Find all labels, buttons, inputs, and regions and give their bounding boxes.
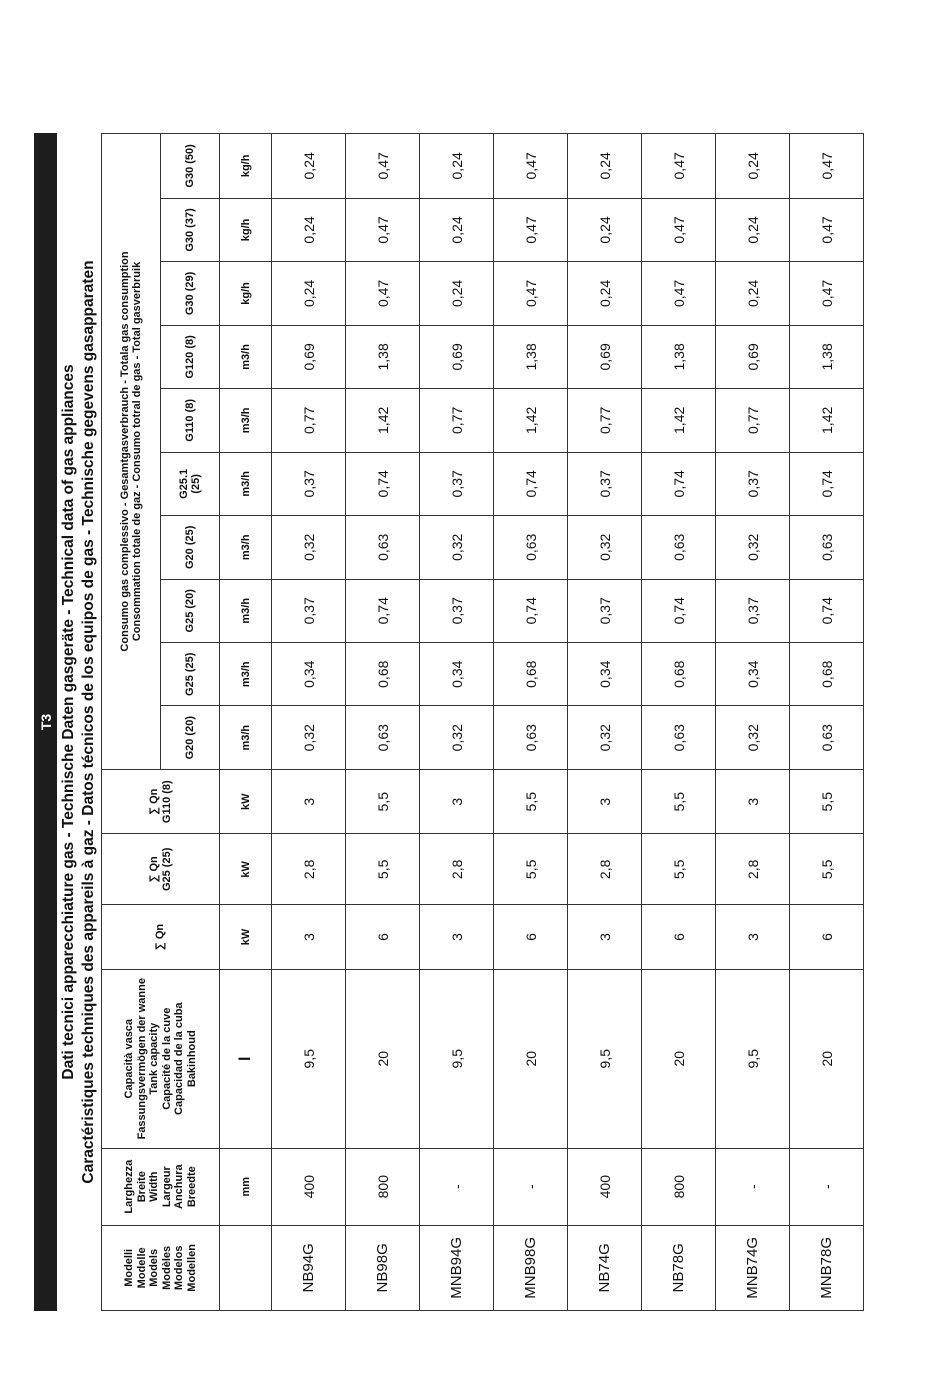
gas-cell: 0,63 [494, 706, 568, 769]
gas-cell: 0,74 [494, 579, 568, 642]
header-line: Anchura [173, 1164, 185, 1209]
header-line: G20 (25) [183, 525, 196, 570]
header-line: Capacité de la cuve [160, 1007, 173, 1110]
header-line: Width [148, 1171, 160, 1202]
gas-cell: 1,38 [494, 325, 568, 388]
unit-gas: m3/h [220, 643, 272, 706]
unit-gas: m3/h [220, 706, 272, 769]
header-line: G120 (8) [183, 335, 196, 379]
power-cell: 3 [272, 905, 346, 970]
gas-cell: 0,63 [642, 516, 716, 579]
table-row [420, 134, 494, 1311]
power-cell: 5,5 [346, 769, 420, 834]
power-cell: 6 [494, 905, 568, 970]
gas-cell: 0,24 [716, 134, 790, 199]
gas-cell: 0,63 [346, 516, 420, 579]
gas-cell: 1,38 [790, 325, 864, 388]
power-cell: 6 [790, 905, 864, 970]
gas-cell: 0,37 [272, 452, 346, 515]
model-cell: MNB78G [790, 1225, 864, 1310]
header-line: Modellen [185, 1244, 198, 1292]
gas-cell: 0,77 [420, 389, 494, 452]
power-cell: 2,8 [420, 834, 494, 905]
power-cell: 5,5 [346, 834, 420, 905]
gas-cell: 0,47 [494, 262, 568, 325]
title-line-1: Dati tecnici apparecchiature gas - Technische Daten gasgeräte - Technical data of gas appliances [60, 364, 77, 1080]
table-row [716, 134, 790, 1311]
width-cell: - [790, 1148, 864, 1225]
header-line: Consommation totale de gaz - Consumo totral de gas - Total gasverbruik [131, 261, 143, 642]
model-cell: MNB74G [716, 1225, 790, 1310]
header-line: ∑ Qn [148, 788, 160, 815]
power-cell: 3 [716, 905, 790, 970]
header-line: G25 (25) [160, 847, 173, 892]
tank-cell: 9,5 [716, 969, 790, 1148]
header-gas-8 [161, 198, 220, 261]
gas-cell: 0,24 [272, 134, 346, 199]
header-line: G30 (50) [183, 144, 196, 188]
width-cell: - [716, 1148, 790, 1225]
gas-cell: 0,32 [716, 706, 790, 769]
header-sum-qn-g25 [102, 834, 220, 905]
header-line: Largeur [160, 1166, 173, 1208]
gas-cell: 0,47 [494, 198, 568, 261]
width-cell: - [494, 1148, 568, 1225]
unit-gas: kg/h [220, 262, 272, 325]
header-gas-3 [161, 516, 220, 579]
tank-cell: 20 [346, 969, 420, 1148]
rotated-table-page [34, 133, 872, 1311]
gas-cell: 0,68 [494, 643, 568, 706]
gas-cell: 0,24 [420, 262, 494, 325]
gas-cell: 1,38 [642, 325, 716, 388]
header-gas-6 [161, 325, 220, 388]
model-cell: NB74G [568, 1225, 642, 1310]
header-gas-7 [161, 262, 220, 325]
gas-cell: 0,74 [642, 579, 716, 642]
model-cell: NB78G [642, 1225, 716, 1310]
power-cell: 5,5 [494, 834, 568, 905]
header-line: Models [148, 1248, 160, 1287]
gas-cell: 0,32 [420, 516, 494, 579]
header-line: Tank capacity [148, 1022, 160, 1095]
title-line-2: Caractéristiques techniques des appareils à gaz - Datos técnicos de los equipos de gas - Technische gegevens gasapparaten [80, 260, 97, 1184]
gas-cell: 0,77 [272, 389, 346, 452]
power-cell: 5,5 [642, 834, 716, 905]
gas-cell: 0,24 [568, 198, 642, 261]
gas-cell: 0,24 [420, 134, 494, 199]
power-cell: 5,5 [790, 769, 864, 834]
gas-cell: 1,42 [642, 389, 716, 452]
header-line: G110 (8) [160, 780, 173, 824]
gas-cell: 0,24 [420, 198, 494, 261]
width-cell: 400 [272, 1148, 346, 1225]
gas-cell: 0,24 [272, 262, 346, 325]
gas-cell: 0,24 [716, 262, 790, 325]
gas-cell: 0,24 [716, 198, 790, 261]
header-line: Modelle [135, 1247, 148, 1289]
unit-gas: m3/h [220, 579, 272, 642]
header-line: Bakinhoud [185, 1030, 198, 1088]
tank-cell: 20 [642, 969, 716, 1148]
gas-cell: 0,47 [642, 134, 716, 199]
header-tank-capacity [102, 969, 220, 1148]
tank-cell: 9,5 [272, 969, 346, 1148]
header-line: G110 (8) [183, 398, 196, 442]
gas-cell: 0,63 [790, 706, 864, 769]
power-cell: 3 [420, 905, 494, 970]
header-line: G30 (29) [183, 271, 196, 316]
table-row [272, 134, 346, 1311]
header-line: Capacità vasca [123, 1018, 135, 1099]
width-cell: 800 [642, 1148, 716, 1225]
gas-cell: 0,34 [568, 643, 642, 706]
gas-cell: 0,32 [716, 516, 790, 579]
header-gas-1 [161, 643, 220, 706]
table-row [790, 134, 864, 1311]
unit-gas: m3/h [220, 452, 272, 515]
gas-cell: 0,34 [716, 643, 790, 706]
gas-cell: 0,32 [568, 706, 642, 769]
unit-model-blank [220, 1225, 272, 1310]
gas-cell: 0,34 [420, 643, 494, 706]
unit-power: kW [220, 769, 272, 834]
gas-cell: 0,37 [716, 579, 790, 642]
gas-cell: 0,74 [346, 579, 420, 642]
power-cell: 2,8 [272, 834, 346, 905]
gas-cell: 0,69 [716, 325, 790, 388]
model-cell: NB98G [346, 1225, 420, 1310]
width-cell: 400 [568, 1148, 642, 1225]
power-cell: 3 [272, 769, 346, 834]
gas-cell: 1,38 [346, 325, 420, 388]
gas-cell: 1,42 [790, 389, 864, 452]
gas-cell: 0,69 [568, 325, 642, 388]
gas-cell: 0,77 [716, 389, 790, 452]
power-cell: 2,8 [568, 834, 642, 905]
power-cell: 3 [716, 769, 790, 834]
tank-cell: 9,5 [568, 969, 642, 1148]
gas-cell: 0,32 [420, 706, 494, 769]
header-line: Capacidad de la cuba [173, 1002, 185, 1115]
tank-cell: 20 [494, 969, 568, 1148]
tank-cell: 9,5 [420, 969, 494, 1148]
header-line: Modelli [123, 1248, 135, 1287]
header-models [102, 1225, 220, 1310]
header-line: Consumo gas complessivo - Gesamtgasverbrauch - Totala gas consumption [118, 251, 131, 652]
gas-cell: 0,63 [494, 516, 568, 579]
gas-cell: 0,47 [346, 262, 420, 325]
power-cell: 2,8 [716, 834, 790, 905]
gas-cell: 0,47 [642, 198, 716, 261]
header-line: G30 (37) [183, 208, 196, 252]
header-line: Fassungsvermögen der wanne [135, 978, 148, 1140]
header-gas-0 [161, 706, 220, 769]
power-cell: 3 [420, 769, 494, 834]
gas-cell: 0,32 [568, 516, 642, 579]
header-line: G25 (25) [183, 652, 196, 696]
gas-cell: 0,37 [716, 452, 790, 515]
header-gas-5 [161, 389, 220, 452]
model-cell: NB94G [272, 1225, 346, 1310]
table-row [642, 134, 716, 1311]
gas-cell: 0,68 [790, 643, 864, 706]
unit-gas: m3/h [220, 325, 272, 388]
gas-cell: 0,63 [790, 516, 864, 579]
gas-cell: 0,74 [790, 579, 864, 642]
unit-gas: m3/h [220, 389, 272, 452]
model-cell: MNB94G [420, 1225, 494, 1310]
gas-cell: 0,47 [790, 134, 864, 199]
gas-cell: 0,74 [346, 452, 420, 515]
gas-cell: 0,74 [642, 452, 716, 515]
gas-cell: 0,47 [642, 262, 716, 325]
gas-cell: 0,24 [568, 134, 642, 199]
gas-cell: 0,34 [272, 643, 346, 706]
gas-cell: 0,47 [346, 134, 420, 199]
power-cell: 5,5 [790, 834, 864, 905]
unit-gas: kg/h [220, 198, 272, 261]
gas-cell: 0,63 [642, 706, 716, 769]
gas-cell: 0,24 [272, 198, 346, 261]
power-cell: 3 [568, 905, 642, 970]
gas-cell: 0,32 [272, 516, 346, 579]
power-cell: 5,5 [642, 769, 716, 834]
unit-gas: kg/h [220, 134, 272, 199]
tank-cell: 20 [790, 969, 864, 1148]
header-line: Breite [135, 1171, 148, 1203]
table-label: T3 [35, 134, 57, 1311]
gas-cell: 0,32 [272, 706, 346, 769]
header-line: (25) [190, 474, 202, 494]
power-cell: 6 [346, 905, 420, 970]
power-cell: 3 [568, 769, 642, 834]
gas-cell: 0,69 [272, 325, 346, 388]
gas-cell: 1,42 [494, 389, 568, 452]
header-width [102, 1148, 220, 1225]
header-gas-9 [161, 134, 220, 199]
power-cell: 6 [642, 905, 716, 970]
gas-cell: 0,77 [568, 389, 642, 452]
table-row [568, 134, 642, 1311]
gas-cell: 0,37 [420, 579, 494, 642]
gas-cell: 0,47 [346, 198, 420, 261]
header-line: ∑ Qn [148, 856, 160, 883]
width-cell: - [420, 1148, 494, 1225]
gas-cell: 0,68 [642, 643, 716, 706]
gas-cell: 0,47 [790, 198, 864, 261]
width-cell: 800 [346, 1148, 420, 1225]
gas-cell: 0,37 [568, 452, 642, 515]
gas-cell: 0,37 [568, 579, 642, 642]
header-line: G25 (20) [183, 589, 196, 633]
table-row [494, 134, 568, 1311]
unit-tank: l [220, 969, 272, 1148]
header-sum-qn: ∑ Qn [102, 905, 220, 970]
unit-width: mm [220, 1148, 272, 1225]
rotated-table-frame [34, 133, 872, 1311]
gas-cell: 0,37 [272, 579, 346, 642]
header-total-gas-consumption [102, 134, 161, 770]
gas-cell: 0,37 [420, 452, 494, 515]
gas-cell: 0,74 [494, 452, 568, 515]
header-line: Modelos [173, 1245, 185, 1291]
header-line: G25.1 [177, 468, 190, 499]
gas-cell: 1,42 [346, 389, 420, 452]
header-line: Larghezza [123, 1159, 135, 1214]
table-title [57, 134, 102, 1311]
header-line: Breedte [185, 1166, 198, 1208]
gas-cell: 0,68 [346, 643, 420, 706]
gas-data-table [34, 133, 864, 1311]
model-cell: MNB98G [494, 1225, 568, 1310]
unit-gas: m3/h [220, 516, 272, 579]
table-row [346, 134, 420, 1311]
power-cell: 5,5 [494, 769, 568, 834]
header-gas-4 [161, 452, 220, 515]
gas-cell: 0,47 [790, 262, 864, 325]
header-sum-qn-g110 [102, 769, 220, 834]
unit-power: kW [220, 834, 272, 905]
gas-cell: 0,47 [494, 134, 568, 199]
header-gas-2 [161, 579, 220, 642]
gas-cell: 0,74 [790, 452, 864, 515]
gas-cell: 0,63 [346, 706, 420, 769]
header-line: G20 (20) [183, 716, 196, 760]
gas-cell: 0,69 [420, 325, 494, 388]
unit-power: kW [220, 905, 272, 970]
header-line: Modèles [160, 1245, 173, 1290]
gas-cell: 0,24 [568, 262, 642, 325]
